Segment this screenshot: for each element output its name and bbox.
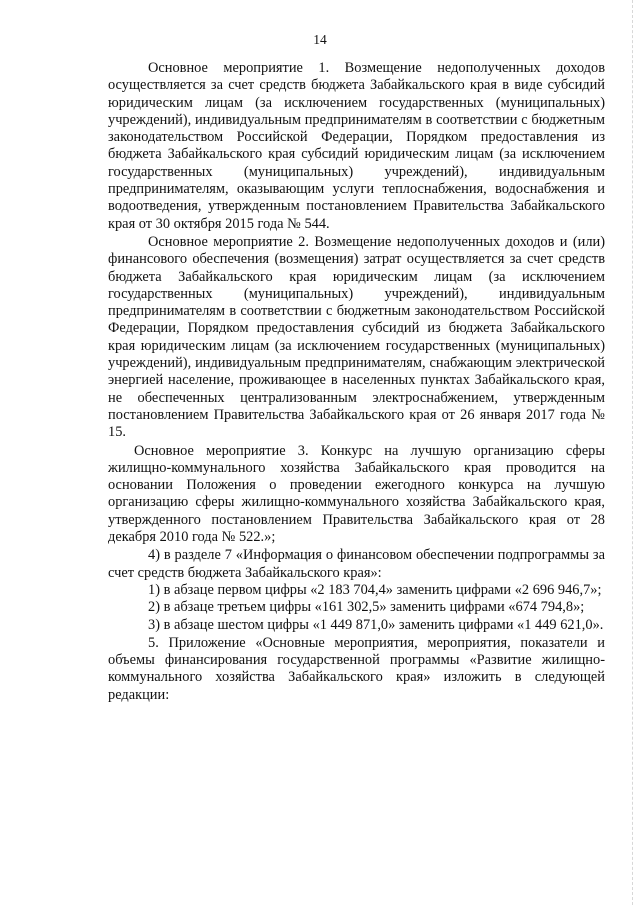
scan-edge-divider	[632, 0, 633, 905]
paragraph-main-activity-2: Основное мероприятие 2. Возмещение недополученных доходов и (или) финансового обеспечения (возмещения) затрат осуществляется за счет средств бюджета Забайкальского края юридическим лицам (за исключением государственных (муниципальных) учреждений), индивидуальным предпринимателям в соответствии с бюджетным законодательством Российской Федерации, Порядком предоставления субсидий из бюджета Забайкальского края юридическим лицам (за исключением государственных (муниципальных) учреждений), индивидуальным предпринимателям, снабжающим электрической энергией население, проживающее в населенных пунктах Забайкальского края, не обеспеченных централизованным электроснабжением, утвержденным постановлением Правительства Забайкальского края от 26 января 2017 года № 15.	[108, 233, 605, 441]
page-number: 14	[313, 32, 327, 47]
paragraph-appendix-5: 5. Приложение «Основные мероприятия, мероприятия, показатели и объемы финансирования государственной программы «Развитие жилищно-коммунального хозяйства Забайкальского края» изложить в следующей редакции:	[108, 634, 605, 703]
amendment-item-3: 3) в абзаце шестом цифры «1 449 871,0» заменить цифрами «1 449 621,0».	[148, 616, 604, 633]
paragraph-main-activity-3: Основное мероприятие 3. Конкурс на лучшую организацию сферы жилищно-коммунального хозяйства Забайкальского края проводится на основании Положения о проведении ежегодного конкурса на лучшую организацию сферы жилищно-коммунального хозяйства Забайкальского края, утвержденного постановлением Правительства Забайкальского края от 28 декабря 2010 года № 522.»;	[108, 442, 605, 546]
amendment-item-1: 1) в абзаце первом цифры «2 183 704,4» заменить цифрами «2 696 946,7»;	[148, 581, 602, 598]
document-body	[108, 60, 605, 704]
paragraph-main-activity-1: Основное мероприятие 1. Возмещение недополученных доходов осуществляется за счет средств бюджета Забайкальского края в виде субсидий юридическим лицам (за исключением государственных (муниципальных) учреждений), индивидуальным предпринимателям в соответствии с бюджетным законодательством Российской Федерации, Порядком предоставления из бюджета Забайкальского края субсидий юридическим лицам (за исключением государственных (муниципальных) учреждений), индивидуальным предпринимателям, оказывающим услуги теплоснабжения, водоснабжения и водоотведения, утвержденным постановлением Правительства Забайкальского края от 30 октября 2015 года № 544.	[108, 60, 605, 232]
amendment-item-2: 2) в абзаце третьем цифры «161 302,5» заменить цифрами «674 794,8»;	[148, 599, 585, 616]
paragraph-section-7-amendment: 4) в разделе 7 «Информация о финансовом обеспечении подпрограммы за счет средств бюджета Забайкальского края»:	[108, 547, 605, 581]
